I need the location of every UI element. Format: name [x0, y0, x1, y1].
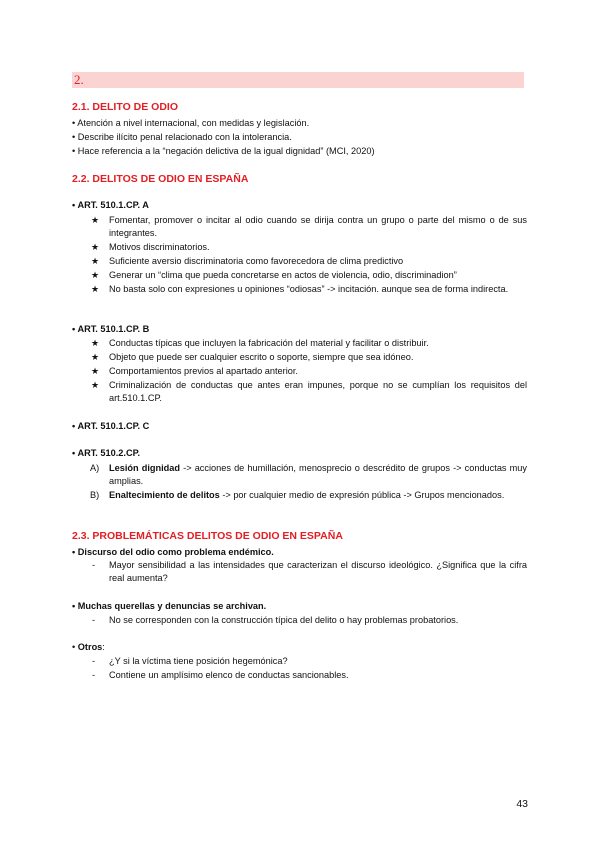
- list-item: No se corresponden con la construcción típica del delito o hay problemas probatorios.: [109, 615, 459, 625]
- dash-marker: -: [92, 656, 96, 666]
- list-item: Suficiente aversio discriminatoria como favorecedora de clima predictivo: [109, 256, 404, 266]
- list-item: Contiene un amplísimo elenco de conductas sancionables.: [109, 670, 349, 680]
- problem-title: • Discurso del odio como problema endémico.: [72, 547, 274, 557]
- dash-marker: -: [92, 560, 96, 570]
- bullet-item: • Atención a nivel internacional, con medidas y legislación.: [72, 118, 310, 128]
- star-bullet-icon: ★: [91, 284, 100, 294]
- page-number: 43: [516, 798, 528, 810]
- heading-2-3: 2.3. PROBLEMÁTICAS DELITOS DE ODIO EN ESPAÑA: [72, 530, 343, 542]
- list-item: Objeto que puede ser cualquier escrito o soporte, siempre que sea idóneo.: [109, 352, 414, 362]
- dash-marker: -: [92, 615, 96, 625]
- dash-marker: -: [92, 670, 96, 680]
- article-title: • ART. 510.2.CP.: [72, 448, 141, 458]
- list-marker: A): [90, 463, 100, 473]
- list-item: No basta solo con expresiones u opiniones “odiosas” -> incitación. aunque sea de forma indirecta.: [109, 284, 509, 294]
- bullet-item: • Hace referencia a la “negación delictiva de la igual dignidad” (MCI, 2020): [72, 146, 375, 156]
- heading-2-1: 2.1. DELITO DE ODIO: [72, 101, 178, 113]
- bullet-item: • Describe ilícito penal relacionado con la intolerancia.: [72, 132, 292, 142]
- section-header-band: [72, 72, 524, 88]
- problem-title: • Muchas querellas y denuncias se archivan.: [72, 601, 267, 611]
- article-title: • ART. 510.1.CP. C: [72, 421, 150, 431]
- list-item: Fomentar, promover o incitar al odio cuando se dirija contra un grupo o parte del mismo o de sus integrantes.: [109, 215, 527, 238]
- list-item: Criminalización de conductas que antes eran impunes, porque no se cumplían los requisitos del art.510.1.CP.: [109, 380, 527, 403]
- list-item: Enaltecimiento de delitos -> por cualquier medio de expresión pública -> Grupos mencionados.: [109, 490, 505, 500]
- article-title: • ART. 510.1.CP. A: [72, 200, 149, 210]
- star-bullet-icon: ★: [91, 256, 100, 266]
- problem-title: • Otros:: [72, 642, 105, 652]
- star-bullet-icon: ★: [91, 215, 100, 225]
- list-item: Lesión dignidad -> acciones de humillación, menosprecio o descrédito de grupos -> conductas muy amplias.: [109, 463, 528, 486]
- star-bullet-icon: ★: [91, 352, 100, 362]
- article-title: • ART. 510.1.CP. B: [72, 324, 150, 334]
- section-number: 2.: [74, 72, 84, 87]
- list-item: Conductas típicas que incluyen la fabricación del material y facilitar o distribuir.: [109, 338, 429, 348]
- star-bullet-icon: ★: [91, 338, 100, 348]
- list-item: ¿Y si la víctima tiene posición hegemónica?: [109, 656, 288, 666]
- list-item: Comportamientos previos al apartado anterior.: [109, 366, 298, 376]
- list-item: Generar un “clima que pueda concretarse en actos de violencia, odio, discriminadion”: [109, 270, 457, 280]
- list-marker: B): [90, 490, 100, 500]
- list-item: Mayor sensibilidad a las intensidades que caracterizan el discurso ideológico. ¿Significa que la cifra real aumenta?: [109, 560, 527, 583]
- list-item: Motivos discriminatorios.: [109, 242, 210, 252]
- star-bullet-icon: ★: [91, 380, 100, 390]
- star-bullet-icon: ★: [91, 366, 100, 376]
- star-bullet-icon: ★: [91, 242, 100, 252]
- star-bullet-icon: ★: [91, 270, 100, 280]
- heading-2-2: 2.2. DELITOS DE ODIO EN ESPAÑA: [72, 173, 249, 185]
